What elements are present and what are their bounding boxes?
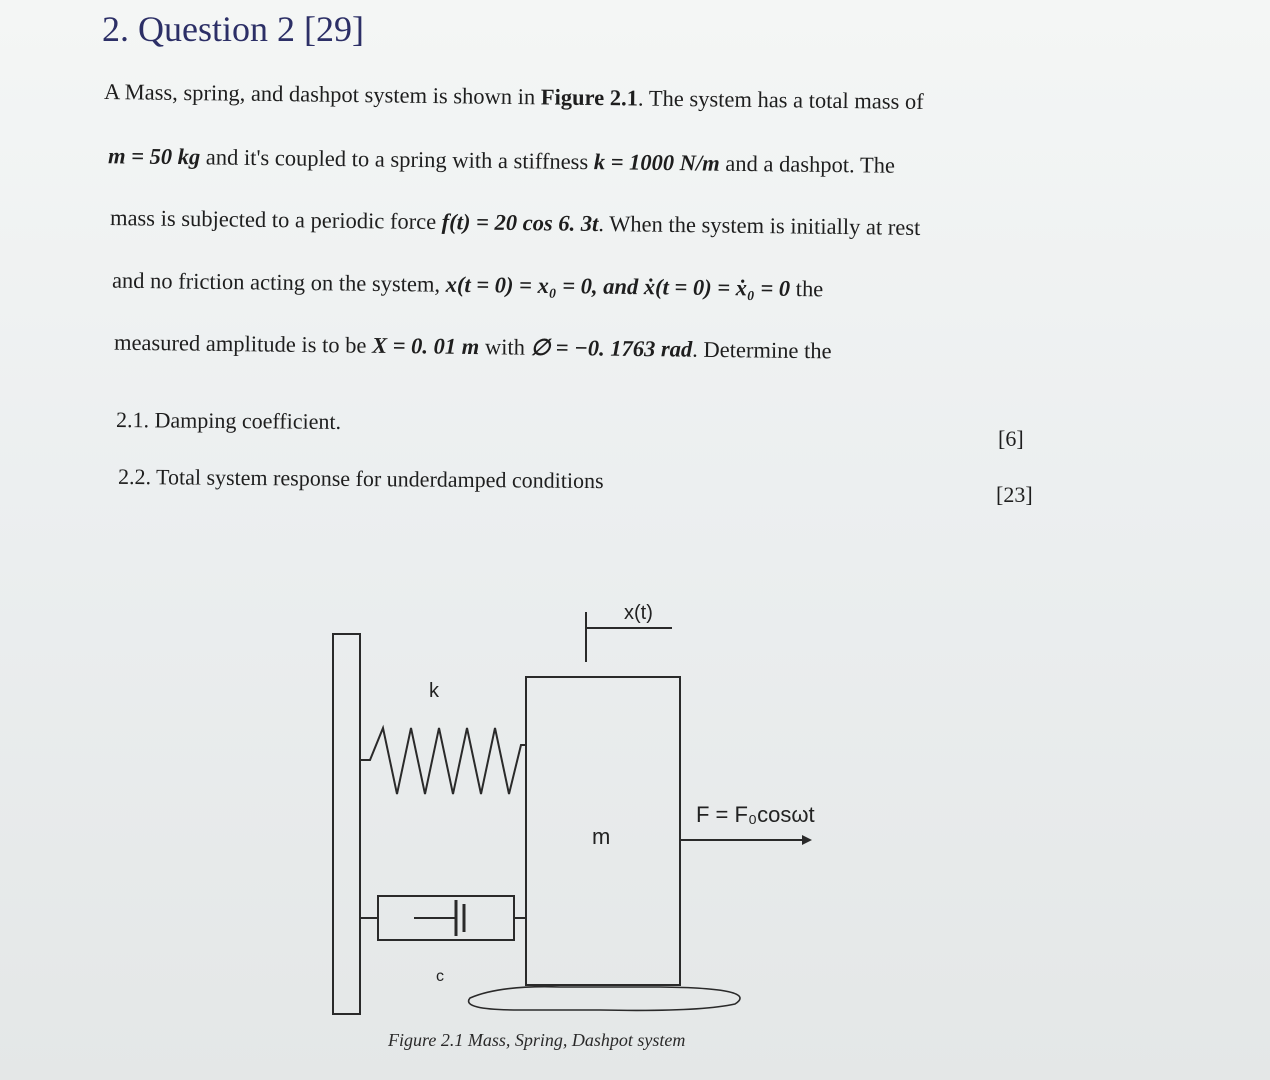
- phase-equation: ∅ = −0. 1763 rad: [530, 334, 693, 362]
- force-arrowhead: [802, 835, 812, 845]
- question-heading: 2. Question 2 [29]: [102, 9, 364, 49]
- text-span: and a dashpot. The: [719, 150, 896, 178]
- spring: [360, 728, 526, 794]
- marks-2-2: [23]: [996, 482, 1033, 507]
- wall: [333, 634, 360, 1014]
- mass-label: m: [592, 824, 611, 849]
- sub-question-2-1: 2.1. Damping coefficient.: [115, 407, 342, 434]
- text-span: mass is subjected to a periodic force: [109, 205, 442, 235]
- force-equation: f(t) = 20 cos 6. 3t: [441, 209, 599, 237]
- sub-question-2-2: 2.2. Total system response for underdamped conditions: [117, 463, 604, 494]
- text-span: and no friction acting on the system,: [111, 267, 446, 297]
- force-label: F = F₀cosωt: [696, 802, 815, 827]
- mass-equation: m = 50 kg: [107, 143, 201, 170]
- initial-conditions-equation: x(t = 0) = x₀ = 0, and ẋ(t = 0) = ẋ₀ = 0: [445, 271, 791, 301]
- marks-2-1: [6]: [998, 426, 1024, 451]
- amplitude-equation: X = 0. 01 m: [371, 332, 480, 360]
- stiffness-equation: k = 1000 N/m: [593, 149, 720, 176]
- damper-label: c: [436, 968, 444, 985]
- text-span: and it's coupled to a spring with a stiffness: [200, 144, 594, 175]
- ground: [469, 987, 740, 1011]
- text-span: A Mass, spring, and dashpot system is shown in: [103, 78, 542, 110]
- text-span: . Determine the: [692, 336, 832, 364]
- figure-caption: Figure 2.1 Mass, Spring, Dashpot system: [388, 1030, 686, 1050]
- text-span: . When the system is initially at rest: [598, 211, 921, 240]
- text-span: . The system has a total mass of: [637, 85, 924, 115]
- displacement-label: x(t): [624, 602, 653, 624]
- figure-reference: Figure 2.1: [540, 84, 639, 111]
- spring-label: k: [429, 680, 439, 702]
- text-span: the: [790, 275, 824, 302]
- text-span: with: [479, 334, 531, 360]
- text-span: measured amplitude is to be: [113, 329, 373, 358]
